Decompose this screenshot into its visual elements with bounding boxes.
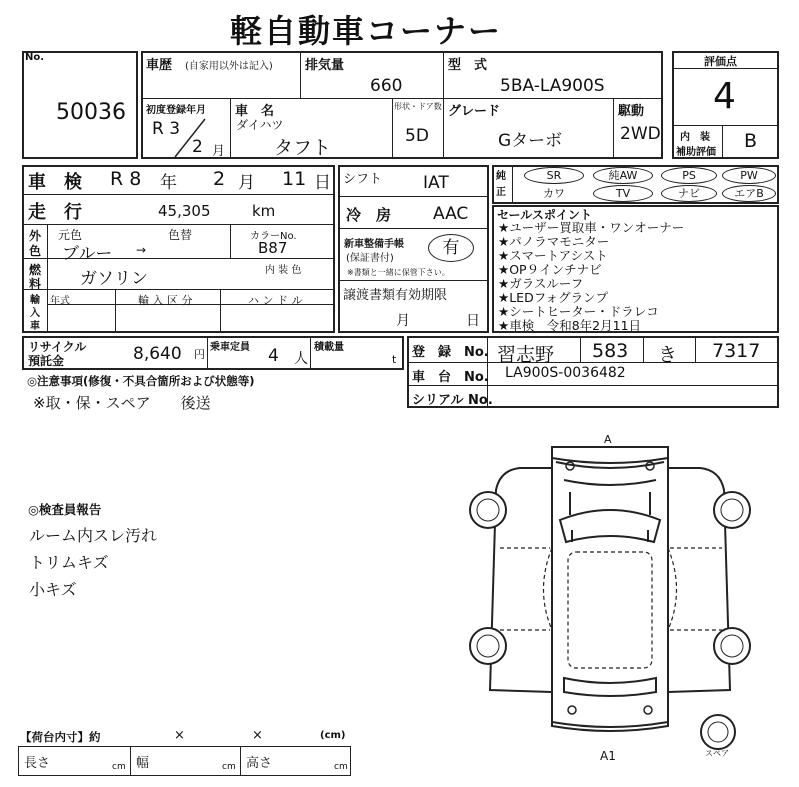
recycle-value: 8,640 xyxy=(133,344,182,364)
color-arrow: → xyxy=(136,243,147,257)
selling-point: ★スマートアシスト xyxy=(498,248,608,263)
inspection-era: R 8 xyxy=(110,168,142,190)
transfer-month-unit: 月 xyxy=(396,313,410,329)
first-reg-era: R 3 xyxy=(152,119,181,139)
manual-sub: (保証書付) xyxy=(346,253,394,264)
shift-value: IAT xyxy=(423,173,449,193)
selling-point: ★LEDフォグランプ xyxy=(498,290,609,305)
cargo-height-label: 高さ xyxy=(246,756,273,771)
color-label-2: 色 xyxy=(29,244,42,258)
car-maker: ダイハツ xyxy=(236,118,284,132)
recycle-unit: 円 xyxy=(194,348,205,361)
transfer-day-unit: 日 xyxy=(466,313,480,329)
manual-note: ※書類と一緒に保管下さい。 xyxy=(347,268,450,277)
equipment-alloy-wheel: 純AW xyxy=(593,167,653,184)
diagram-rear-label: A1 xyxy=(600,749,616,763)
import-category-label: 輸 入 区 分 xyxy=(138,294,193,307)
history-label: 車歴 xyxy=(146,58,173,73)
cargo-length-unit: cm xyxy=(112,762,126,772)
equipment-pw: PW xyxy=(722,167,776,184)
model-value: 5BA-LA900S xyxy=(500,76,605,96)
registration-kana: き xyxy=(658,344,678,366)
drive-label: 駆動 xyxy=(618,104,645,119)
first-reg-label: 初度登録年月 xyxy=(146,105,206,116)
color-value: ブルー xyxy=(62,244,113,264)
displacement-value: 660 xyxy=(370,76,403,96)
equipment-tv: TV xyxy=(593,185,653,202)
interior-label-1: 内 装 xyxy=(680,132,710,143)
inspector-label: ◎検査員報告 xyxy=(28,502,102,517)
fuel-value: ガソリン xyxy=(80,269,148,289)
import-label-2: 入 xyxy=(30,308,40,319)
equipment-leather: カワ xyxy=(543,187,565,200)
interior-score-value: B xyxy=(744,130,758,152)
aircon-value: AAC xyxy=(433,204,469,224)
selling-point: ★ガラスルーフ xyxy=(498,276,584,291)
chassis-label: 車 台 No. xyxy=(412,370,489,385)
cargo-box xyxy=(18,746,351,776)
interior-label-2: 補助評価 xyxy=(676,147,716,158)
serial-label: シリアル No. xyxy=(412,393,493,408)
history-note: (自家用以外は記入) xyxy=(185,61,273,72)
diagram-front-label: A xyxy=(604,433,612,446)
inspector-item: 小キズ xyxy=(29,580,77,599)
capacity-label: 乗車定員 xyxy=(210,342,250,353)
import-handle-label: ハ ン ド ル xyxy=(248,294,303,307)
cargo-unit: (cm) xyxy=(320,730,346,741)
body-form-value: 5D xyxy=(405,126,429,146)
mileage-label: 走 行 xyxy=(28,202,82,223)
shift-label: シフト xyxy=(343,172,383,187)
selling-point: ★パノラマモニター xyxy=(498,234,610,249)
registration-label: 登 録 No. xyxy=(412,345,489,360)
notes-value: ※取・保・スペア 後送 xyxy=(33,394,211,412)
selling-point: ★ユーザー買取車・ワンオーナー xyxy=(498,220,685,235)
car-name-label: 車 名 xyxy=(235,104,275,119)
page-title: 軽自動車コーナー xyxy=(230,12,503,50)
score-value: 4 xyxy=(713,76,736,117)
inspector-item: トリムキズ xyxy=(29,553,109,572)
inspection-month: 2 xyxy=(213,168,226,190)
inspection-month-unit: 月 xyxy=(238,173,255,193)
color-label-1: 外 xyxy=(29,229,42,243)
inspection-label: 車 検 xyxy=(28,172,82,193)
score-label: 評価点 xyxy=(704,55,737,68)
equipment-navi: ナビ xyxy=(661,185,717,202)
mileage-value: 45,305 xyxy=(158,202,211,220)
selling-point: ★OP９インチナビ xyxy=(498,262,602,277)
lot-no-label: No. xyxy=(25,52,45,63)
cargo-width-unit: cm xyxy=(222,762,236,772)
grade-value: Gターボ xyxy=(498,131,563,151)
car-name-value: タフト xyxy=(274,137,332,159)
cargo-x2: × xyxy=(252,728,263,743)
notes-label: ◎注意事項(修復・不具合箇所および状態等) xyxy=(27,374,255,388)
cargo-label: 【荷台内寸】約 xyxy=(20,730,101,744)
capacity-unit: 人 xyxy=(294,351,308,367)
inspection-day-unit: 日 xyxy=(314,173,331,193)
recycle-label-2: 預託金 xyxy=(28,354,65,368)
interior-color-label: 内 装 色 xyxy=(265,265,302,276)
repaint-label: 色替 xyxy=(168,228,193,242)
registration-area: 習志野 xyxy=(497,344,555,366)
drive-value: 2WD xyxy=(620,124,661,144)
manual-label: 新車整備手帳 xyxy=(344,239,404,250)
equipment-airbag: エアB xyxy=(722,185,776,202)
import-label-1: 輸 xyxy=(30,295,40,306)
model-label: 型 式 xyxy=(448,58,488,73)
load-label: 積載量 xyxy=(314,342,344,353)
transfer-label: 譲渡書類有効期限 xyxy=(343,288,448,303)
inspector-item: ルーム内スレ汚れ xyxy=(29,526,158,545)
equipment-label-1: 純 xyxy=(496,171,506,182)
equipment-sr: SR xyxy=(524,167,584,184)
registration-class: 583 xyxy=(592,340,629,362)
manual-value: 有 xyxy=(428,234,474,262)
body-form-label: 形状・ドア数 xyxy=(394,102,442,111)
cargo-height-unit: cm xyxy=(334,762,348,772)
color-code: B87 xyxy=(258,239,288,257)
cargo-x1: × xyxy=(174,728,185,743)
inspection-year-unit: 年 xyxy=(160,173,177,193)
displacement-label: 排気量 xyxy=(305,58,345,73)
equipment-label-2: 正 xyxy=(496,187,506,198)
equipment-ps: PS xyxy=(661,167,717,184)
cargo-length-label: 長さ xyxy=(24,756,51,771)
diagram-spare-label: スペア xyxy=(705,749,729,758)
color-code-label: カラーNo. xyxy=(250,231,297,242)
load-unit: t xyxy=(392,353,397,366)
mileage-unit: km xyxy=(252,202,276,220)
original-color-label: 元色 xyxy=(58,228,83,242)
first-reg-month-unit: 月 xyxy=(212,144,226,159)
aircon-label: 冷 房 xyxy=(346,206,392,224)
selling-points-list xyxy=(498,221,684,333)
selling-points-label: セールスポイント xyxy=(497,208,592,222)
fuel-label-2: 料 xyxy=(29,277,42,291)
registration-number: 7317 xyxy=(712,340,761,362)
spare-tire-icon xyxy=(701,715,735,749)
fuel-label-1: 燃 xyxy=(29,263,42,277)
capacity-value: 4 xyxy=(268,346,279,366)
car-diagram xyxy=(460,430,780,760)
first-reg-month: 2 xyxy=(192,137,203,157)
chassis-value: LA900S-0036482 xyxy=(505,365,626,381)
selling-point: ★車検 令和8年2月11日 xyxy=(498,318,642,333)
cargo-width-label: 幅 xyxy=(136,756,150,771)
inspection-day: 11 xyxy=(282,168,307,190)
selling-point: ★シートヒーター・ドラレコ xyxy=(498,304,659,319)
import-year-label: 年式 xyxy=(50,296,70,307)
lot-number: 50036 xyxy=(56,100,126,125)
recycle-label-1: リサイクル xyxy=(28,340,87,354)
import-label-3: 車 xyxy=(30,321,40,332)
grade-label: グレード xyxy=(448,104,501,119)
